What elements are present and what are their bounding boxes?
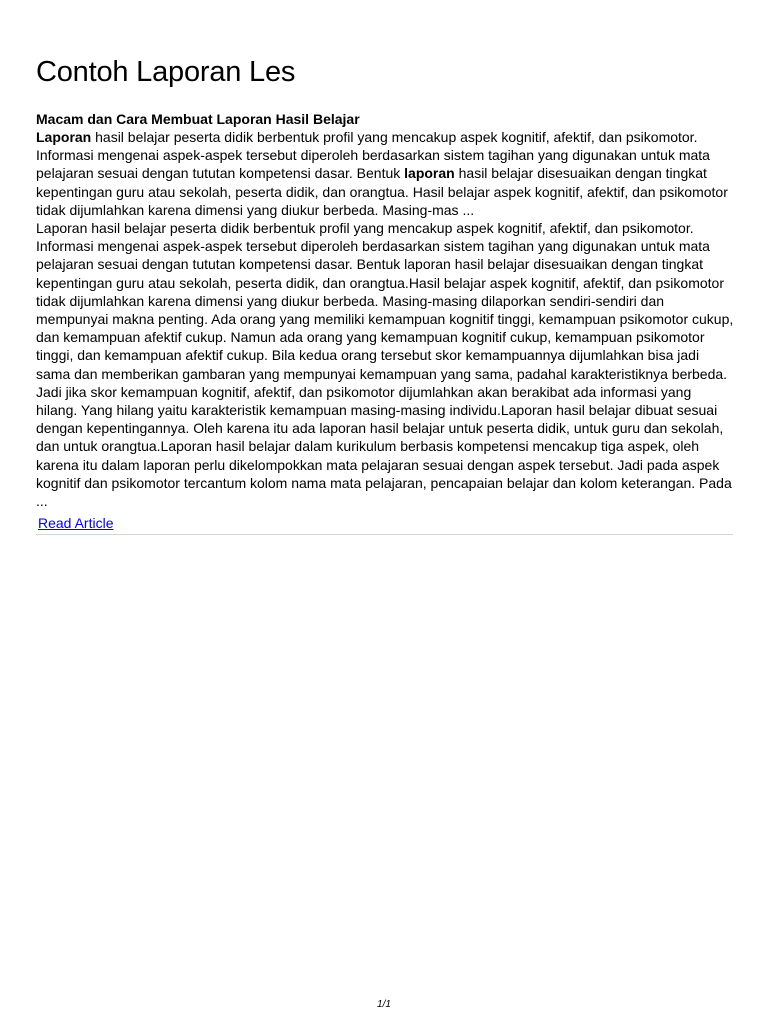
article-entry xyxy=(36,110,736,533)
read-article-link[interactable]: Read Article xyxy=(38,515,114,532)
summary-text: hasil belajar disesuaikan dengan tingkat kepentingan guru atau sekolah, peserta didik, dan orangtua. Hasil belajar aspek kognitif, afektif, dan psikomotor tidak dijumlahkan karena dimensi yang diukur berbeda. Masing-mas ... xyxy=(36,165,728,218)
summary-keyword: Laporan xyxy=(36,129,92,145)
document-title: Contoh Laporan Les xyxy=(36,56,296,88)
article-heading: Macam dan Cara Membuat Laporan Hasil Belajar xyxy=(36,111,360,127)
summary-keyword: laporan xyxy=(404,165,455,182)
article-summary xyxy=(36,128,736,219)
page-number: 1/1 xyxy=(377,999,391,1010)
divider xyxy=(36,534,733,535)
summary-text: hasil belajar peserta didik berbentuk profil yang mencakup aspek kognitif, afektif, dan psikomotor. Informasi mengenai aspek-aspek tersebut diperoleh berdasarkan sistem tagihan yang digunakan untuk mata pelajaran sesuai dengan tututan kompetensi dasar. Bentuk xyxy=(36,129,710,182)
article-body: Laporan hasil belajar peserta didik berbentuk profil yang mencakup aspek kognitif, afektif, dan psikomotor. Informasi mengenai aspek-aspek tersebut diperoleh berdasarkan sistem tagihan yang digunakan untuk mata pelajaran sesuai dengan tututan kompetensi dasar. Bentuk laporan hasil belajar disesuaikan dengan tingkat kepentingan guru atau sekolah, peserta didik, dan orangtua.Hasil belajar aspek kognitif, afektif, dan psikomotor tidak dijumlahkan karena dimensi yang diukur berbeda. Masing-masing dilaporkan sendiri-sendiri dan mempunyai makna penting. Ada orang yang memiliki kemampuan kognitif tinggi, kemampuan psikomotor cukup, dan kemampuan afektif cukup. Namun ada orang yang kemampuan kognitif cukup, kemampuan psikomotor tinggi, dan kemampuan afektif cukup. Bila kedua orang tersebut skor kemampuannya dijumlahkan bisa jadi sama dan memberikan gambaran yang mempunyai kemampuan yang sama, padahal karakteristiknya berbeda. Jadi jika skor kemampuan kognitif, afektif, dan psikomotor dijumlahkan akan berakibat ada informasi yang hilang. Yang hilang yaitu karakteristik kemampuan masing-masing individu.Laporan hasil belajar dibuat sesuai dengan kepentingannya. Oleh karena itu ada laporan hasil belajar untuk peserta didik, untuk guru dan sekolah, dan untuk orangtua.Laporan hasil belajar dalam kurikulum berbasis kompetensi mencakup tiga aspek, oleh karena itu dalam laporan perlu dikelompokkan mata pelajaran sesuai dengan aspek tersebut. Jadi pada aspek kognitif dan psikomotor tercantum kolom nama mata pelajaran, pencapaian belajar dan kolom keterangan. Pada ... xyxy=(36,220,734,510)
